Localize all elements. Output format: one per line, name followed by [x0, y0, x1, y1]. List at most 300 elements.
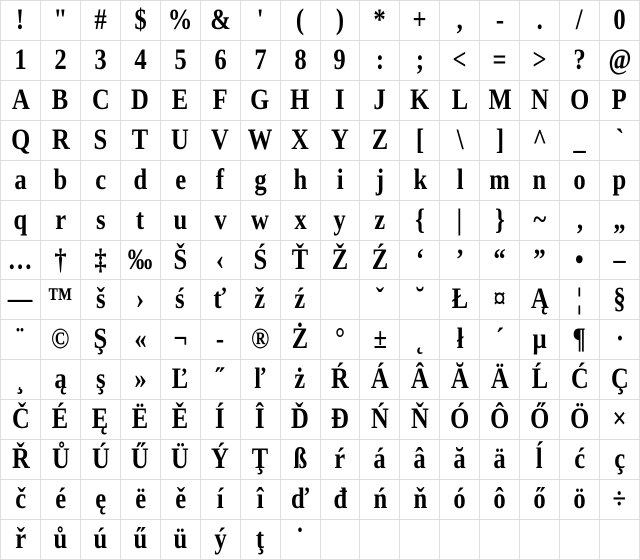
- glyph-cell[interactable]: [281, 121, 320, 160]
- glyph-cell[interactable]: [520, 241, 559, 280]
- glyph-cell[interactable]: [600, 440, 639, 479]
- glyph: ů: [53, 522, 68, 556]
- glyph-cell[interactable]: [560, 161, 599, 200]
- glyph-cell[interactable]: [480, 241, 519, 280]
- glyph-cell[interactable]: [360, 360, 399, 399]
- glyph-cell[interactable]: [81, 520, 120, 559]
- glyph-cell[interactable]: [321, 201, 360, 240]
- glyph: Ü: [171, 442, 190, 476]
- glyph: Z: [371, 122, 389, 156]
- glyph-cell[interactable]: [520, 280, 559, 319]
- glyph: Ř: [11, 442, 30, 476]
- glyph-cell[interactable]: [41, 520, 80, 559]
- glyph-cell[interactable]: [560, 480, 599, 519]
- glyph-cell[interactable]: [1, 360, 40, 399]
- glyph-cell[interactable]: [360, 121, 399, 160]
- glyph: Ą: [530, 282, 549, 316]
- glyph-cell[interactable]: [81, 280, 120, 319]
- glyph: [: [415, 122, 424, 156]
- glyph-cell[interactable]: [1, 320, 40, 359]
- glyph-cell[interactable]: [360, 241, 399, 280]
- glyph: Ľ: [172, 362, 189, 396]
- glyph-cell[interactable]: [121, 241, 160, 280]
- glyph-cell[interactable]: [241, 1, 280, 40]
- glyph-cell[interactable]: [81, 201, 120, 240]
- glyph: •: [575, 242, 584, 276]
- glyph-cell[interactable]: [560, 360, 599, 399]
- glyph: §: [613, 282, 626, 316]
- glyph-cell[interactable]: [81, 320, 120, 359]
- glyph-cell[interactable]: [480, 161, 519, 200]
- glyph: ş: [95, 362, 106, 396]
- glyph: 1: [14, 42, 27, 76]
- glyph: Ć: [570, 362, 589, 396]
- glyph: T: [132, 122, 149, 156]
- glyph-cell[interactable]: [360, 41, 399, 80]
- glyph-cell[interactable]: [560, 121, 599, 160]
- glyph-cell[interactable]: [360, 280, 399, 319]
- glyph-cell[interactable]: [440, 201, 479, 240]
- glyph-cell[interactable]: [81, 81, 120, 120]
- glyph: 3: [94, 42, 107, 76]
- glyph-cell[interactable]: [41, 320, 80, 359]
- glyph-cell[interactable]: [480, 201, 519, 240]
- glyph-cell[interactable]: [281, 360, 320, 399]
- glyph-cell[interactable]: [400, 121, 439, 160]
- glyph-cell[interactable]: [440, 280, 479, 319]
- glyph: 5: [174, 42, 187, 76]
- glyph-cell[interactable]: [281, 520, 320, 559]
- glyph-cell[interactable]: [281, 280, 320, 319]
- glyph-cell[interactable]: [81, 241, 120, 280]
- glyph: Ó: [450, 402, 470, 436]
- glyph-cell[interactable]: [121, 320, 160, 359]
- glyph-cell[interactable]: [281, 201, 320, 240]
- glyph-cell[interactable]: [241, 400, 280, 439]
- glyph-cell[interactable]: [1, 81, 40, 120]
- glyph-cell[interactable]: [41, 41, 80, 80]
- glyph-cell[interactable]: [41, 400, 80, 439]
- glyph-cell[interactable]: [360, 161, 399, 200]
- glyph-cell[interactable]: [161, 400, 200, 439]
- glyph-cell[interactable]: [161, 121, 200, 160]
- glyph-cell[interactable]: [600, 81, 639, 120]
- glyph-cell[interactable]: [41, 1, 80, 40]
- glyph-cell[interactable]: [480, 81, 519, 120]
- glyph-cell[interactable]: [600, 400, 639, 439]
- glyph-cell[interactable]: [321, 81, 360, 120]
- glyph-cell[interactable]: [161, 161, 200, 200]
- glyph-cell[interactable]: [480, 280, 519, 319]
- glyph-cell[interactable]: [321, 480, 360, 519]
- glyph-cell[interactable]: [480, 121, 519, 160]
- glyph-cell[interactable]: [1, 1, 40, 40]
- glyph-cell[interactable]: [321, 241, 360, 280]
- glyph: µ: [532, 322, 547, 356]
- glyph-cell[interactable]: [201, 520, 240, 559]
- glyph-cell[interactable]: [440, 440, 479, 479]
- glyph-cell[interactable]: [81, 161, 120, 200]
- glyph: p: [612, 162, 627, 196]
- glyph: Ł: [451, 282, 468, 316]
- glyph-cell[interactable]: [81, 400, 120, 439]
- glyph-cell[interactable]: [560, 41, 599, 80]
- glyph: ć: [574, 442, 586, 476]
- glyph-cell[interactable]: [440, 241, 479, 280]
- glyph: @: [608, 42, 631, 76]
- glyph-cell[interactable]: [161, 1, 200, 40]
- glyph-cell[interactable]: [41, 201, 80, 240]
- glyph-cell[interactable]: [241, 161, 280, 200]
- glyph: s: [95, 202, 106, 236]
- glyph: Í: [215, 402, 225, 436]
- glyph-cell[interactable]: [520, 400, 559, 439]
- glyph: m: [489, 162, 510, 196]
- glyph-cell[interactable]: [1, 520, 40, 559]
- glyph-cell[interactable]: [241, 320, 280, 359]
- glyph-cell[interactable]: [281, 480, 320, 519]
- glyph-cell[interactable]: [201, 440, 240, 479]
- glyph: Ź: [371, 242, 389, 276]
- glyph-cell[interactable]: [201, 360, 240, 399]
- glyph-cell[interactable]: [81, 480, 120, 519]
- glyph-cell[interactable]: [1, 201, 40, 240]
- glyph-cell[interactable]: [480, 440, 519, 479]
- glyph-cell[interactable]: [400, 320, 439, 359]
- glyph-cell[interactable]: [161, 440, 200, 479]
- glyph-cell[interactable]: [321, 360, 360, 399]
- glyph-cell[interactable]: [400, 400, 439, 439]
- glyph-cell[interactable]: [161, 280, 200, 319]
- glyph-cell[interactable]: [161, 41, 200, 80]
- glyph-cell[interactable]: [281, 320, 320, 359]
- glyph: »: [134, 362, 147, 396]
- glyph-cell[interactable]: [520, 360, 559, 399]
- glyph-cell[interactable]: [321, 41, 360, 80]
- glyph-cell[interactable]: [1, 41, 40, 80]
- glyph: N: [530, 82, 549, 116]
- glyph: U: [171, 122, 190, 156]
- glyph: ¨: [16, 322, 25, 356]
- glyph: ¦: [576, 282, 583, 316]
- glyph-cell[interactable]: [1, 280, 40, 319]
- glyph-cell[interactable]: [241, 121, 280, 160]
- glyph-cell[interactable]: [560, 440, 599, 479]
- glyph: ‚: [575, 202, 584, 236]
- glyph-cell[interactable]: [41, 81, 80, 120]
- glyph-cell[interactable]: [121, 1, 160, 40]
- glyph-cell[interactable]: [1, 400, 40, 439]
- glyph: Ę: [92, 402, 109, 436]
- glyph: H: [290, 82, 310, 116]
- glyph-cell[interactable]: [1, 121, 40, 160]
- glyph-cell[interactable]: [520, 1, 559, 40]
- glyph-cell[interactable]: [440, 320, 479, 359]
- glyph: ¸: [16, 362, 25, 396]
- glyph-cell[interactable]: [520, 201, 559, 240]
- glyph-cell[interactable]: [281, 440, 320, 479]
- glyph-cell[interactable]: [1, 440, 40, 479]
- glyph-cell[interactable]: [161, 360, 200, 399]
- glyph-cell[interactable]: [560, 201, 599, 240]
- glyph-cell[interactable]: [121, 280, 160, 319]
- glyph-cell[interactable]: [201, 400, 240, 439]
- glyph-cell[interactable]: [520, 320, 559, 359]
- glyph-cell[interactable]: [241, 520, 280, 559]
- glyph-cell[interactable]: [121, 360, 160, 399]
- glyph-cell[interactable]: [600, 360, 639, 399]
- glyph: č: [14, 482, 26, 516]
- glyph: ł: [456, 322, 464, 356]
- glyph-cell[interactable]: [360, 320, 399, 359]
- glyph-cell[interactable]: [400, 280, 439, 319]
- glyph-cell[interactable]: [560, 280, 599, 319]
- empty-cell: [440, 520, 479, 559]
- glyph-cell[interactable]: [1, 480, 40, 519]
- glyph: ë: [134, 482, 146, 516]
- glyph: “: [493, 242, 506, 276]
- glyph: ű: [133, 522, 148, 556]
- glyph-cell[interactable]: [600, 41, 639, 80]
- glyph-cell[interactable]: [480, 360, 519, 399]
- glyph: ˙: [295, 522, 305, 556]
- glyph: ¶: [572, 322, 587, 356]
- glyph-cell[interactable]: [440, 161, 479, 200]
- glyph-cell[interactable]: [600, 241, 639, 280]
- glyph-cell[interactable]: [400, 161, 439, 200]
- glyph: Ă: [450, 362, 469, 396]
- glyph-cell[interactable]: [121, 520, 160, 559]
- glyph-cell[interactable]: [121, 161, 160, 200]
- glyph-cell[interactable]: [400, 201, 439, 240]
- glyph-cell[interactable]: [520, 121, 559, 160]
- glyph-cell[interactable]: [360, 440, 399, 479]
- glyph-cell[interactable]: [201, 161, 240, 200]
- glyph-cell[interactable]: [400, 360, 439, 399]
- glyph-cell[interactable]: [520, 161, 559, 200]
- glyph-cell[interactable]: [360, 81, 399, 120]
- glyph-cell[interactable]: [560, 320, 599, 359]
- glyph-cell[interactable]: [241, 480, 280, 519]
- glyph-cell[interactable]: [41, 241, 80, 280]
- glyph-cell[interactable]: [41, 480, 80, 519]
- glyph: e: [174, 162, 186, 196]
- glyph-cell[interactable]: [41, 360, 80, 399]
- glyph-cell[interactable]: [241, 241, 280, 280]
- glyph: ›: [136, 282, 145, 316]
- glyph-cell[interactable]: [241, 81, 280, 120]
- glyph: %: [167, 3, 193, 36]
- glyph: ť: [213, 282, 227, 316]
- glyph-cell[interactable]: [400, 81, 439, 120]
- glyph: ü: [173, 522, 188, 556]
- glyph-cell[interactable]: [81, 121, 120, 160]
- glyph-cell[interactable]: [321, 320, 360, 359]
- glyph: Ń: [371, 402, 389, 436]
- glyph-cell[interactable]: [480, 320, 519, 359]
- empty-cell: [480, 520, 519, 559]
- glyph-cell[interactable]: [480, 480, 519, 519]
- glyph-cell[interactable]: [560, 1, 599, 40]
- glyph-cell[interactable]: [520, 81, 559, 120]
- glyph: Ž: [331, 242, 349, 276]
- glyph: -: [216, 322, 225, 356]
- glyph-cell[interactable]: [480, 1, 519, 40]
- glyph-cell[interactable]: [41, 121, 80, 160]
- glyph-cell[interactable]: [560, 241, 599, 280]
- glyph-cell[interactable]: [600, 201, 639, 240]
- glyph: Ś: [253, 242, 267, 276]
- glyph-cell[interactable]: [201, 480, 240, 519]
- glyph-cell[interactable]: [600, 280, 639, 319]
- glyph-cell[interactable]: [161, 241, 200, 280]
- glyph: (: [295, 3, 305, 36]
- glyph-cell[interactable]: [281, 400, 320, 439]
- glyph-cell[interactable]: [161, 520, 200, 559]
- glyph-cell[interactable]: [81, 1, 120, 40]
- glyph-cell[interactable]: [560, 81, 599, 120]
- glyph-cell[interactable]: [400, 480, 439, 519]
- glyph-cell[interactable]: [281, 41, 320, 80]
- glyph-cell[interactable]: [480, 41, 519, 80]
- glyph-cell[interactable]: [560, 400, 599, 439]
- glyph: ˝: [216, 362, 225, 396]
- glyph-cell[interactable]: [440, 1, 479, 40]
- glyph-cell[interactable]: [600, 320, 639, 359]
- glyph-cell[interactable]: [281, 1, 320, 40]
- glyph-cell[interactable]: [440, 81, 479, 120]
- glyph-cell[interactable]: [480, 400, 519, 439]
- glyph-cell[interactable]: [201, 1, 240, 40]
- glyph-cell[interactable]: [600, 121, 639, 160]
- glyph-cell[interactable]: [400, 440, 439, 479]
- glyph-cell[interactable]: [161, 320, 200, 359]
- glyph-cell[interactable]: [241, 440, 280, 479]
- glyph: k: [413, 162, 427, 196]
- glyph-cell[interactable]: [321, 440, 360, 479]
- glyph-cell[interactable]: [520, 41, 559, 80]
- glyph: „: [613, 202, 626, 236]
- glyph-cell[interactable]: [201, 241, 240, 280]
- glyph-cell[interactable]: [321, 161, 360, 200]
- glyph-cell[interactable]: [400, 1, 439, 40]
- glyph-cell[interactable]: [121, 400, 160, 439]
- glyph: D: [131, 82, 150, 116]
- glyph-cell[interactable]: [321, 400, 360, 439]
- glyph: -: [495, 3, 504, 36]
- glyph-cell[interactable]: [201, 41, 240, 80]
- glyph-cell[interactable]: [1, 241, 40, 280]
- glyph-cell[interactable]: [440, 41, 479, 80]
- glyph: ź: [294, 282, 306, 316]
- glyph: z: [374, 202, 386, 236]
- glyph-cell[interactable]: [1, 161, 40, 200]
- glyph-cell[interactable]: [201, 121, 240, 160]
- glyph: v: [214, 202, 227, 236]
- glyph: n: [532, 162, 547, 196]
- glyph-cell[interactable]: [520, 480, 559, 519]
- glyph-cell[interactable]: [241, 41, 280, 80]
- glyph-cell[interactable]: [161, 81, 200, 120]
- glyph: ': [256, 3, 264, 36]
- glyph-cell[interactable]: [201, 81, 240, 120]
- glyph: ]: [495, 122, 504, 156]
- glyph: =: [492, 42, 507, 76]
- glyph-cell[interactable]: [440, 121, 479, 160]
- glyph-cell[interactable]: [440, 360, 479, 399]
- glyph-cell[interactable]: [281, 81, 320, 120]
- glyph: Ű: [131, 442, 150, 476]
- glyph: Ö: [570, 402, 590, 436]
- glyph: Q: [10, 122, 31, 156]
- glyph-cell[interactable]: [121, 121, 160, 160]
- glyph-cell[interactable]: [121, 201, 160, 240]
- glyph-cell[interactable]: [201, 320, 240, 359]
- empty-cell: [560, 520, 599, 559]
- glyph: F: [212, 82, 228, 116]
- glyph-cell[interactable]: [520, 440, 559, 479]
- glyph-cell[interactable]: [81, 41, 120, 80]
- glyph-cell[interactable]: [161, 201, 200, 240]
- glyph-cell[interactable]: [400, 41, 439, 80]
- glyph: {: [414, 202, 425, 236]
- glyph-cell[interactable]: [281, 161, 320, 200]
- glyph-cell[interactable]: [241, 280, 280, 319]
- glyph: $: [134, 3, 147, 36]
- glyph: ®: [250, 322, 270, 356]
- glyph-cell[interactable]: [41, 280, 80, 319]
- glyph: ö: [573, 482, 586, 516]
- glyph: ‹: [216, 242, 225, 276]
- glyph: °: [335, 322, 345, 356]
- glyph-cell[interactable]: [321, 1, 360, 40]
- glyph: G: [250, 82, 270, 116]
- glyph-cell[interactable]: [121, 440, 160, 479]
- glyph-cell[interactable]: [360, 201, 399, 240]
- glyph-cell[interactable]: [600, 480, 639, 519]
- glyph-cell[interactable]: [121, 480, 160, 519]
- glyph-cell[interactable]: [360, 480, 399, 519]
- glyph-cell[interactable]: [241, 360, 280, 399]
- glyph: ä: [493, 442, 506, 476]
- glyph: 4: [134, 42, 147, 76]
- glyph-cell[interactable]: [600, 161, 639, 200]
- glyph-cell[interactable]: [41, 161, 80, 200]
- glyph-cell[interactable]: [81, 440, 120, 479]
- glyph: 9: [333, 42, 347, 76]
- glyph-cell[interactable]: [440, 400, 479, 439]
- glyph-cell[interactable]: [41, 440, 80, 479]
- glyph-cell[interactable]: [400, 241, 439, 280]
- glyph-cell[interactable]: [81, 360, 120, 399]
- glyph-cell[interactable]: [281, 241, 320, 280]
- glyph: ő: [533, 482, 546, 516]
- glyph-cell[interactable]: [440, 480, 479, 519]
- glyph-cell[interactable]: [321, 121, 360, 160]
- glyph-cell[interactable]: [161, 480, 200, 519]
- glyph: ă: [453, 442, 466, 476]
- glyph-cell[interactable]: [201, 201, 240, 240]
- glyph-cell[interactable]: [201, 280, 240, 319]
- glyph-cell[interactable]: [360, 1, 399, 40]
- glyph-cell[interactable]: [360, 400, 399, 439]
- glyph-cell[interactable]: [121, 81, 160, 120]
- glyph-cell[interactable]: [600, 1, 639, 40]
- glyph-cell[interactable]: [241, 201, 280, 240]
- glyph-cell[interactable]: [121, 41, 160, 80]
- glyph: ě: [174, 482, 186, 516]
- glyph: 2: [54, 42, 67, 76]
